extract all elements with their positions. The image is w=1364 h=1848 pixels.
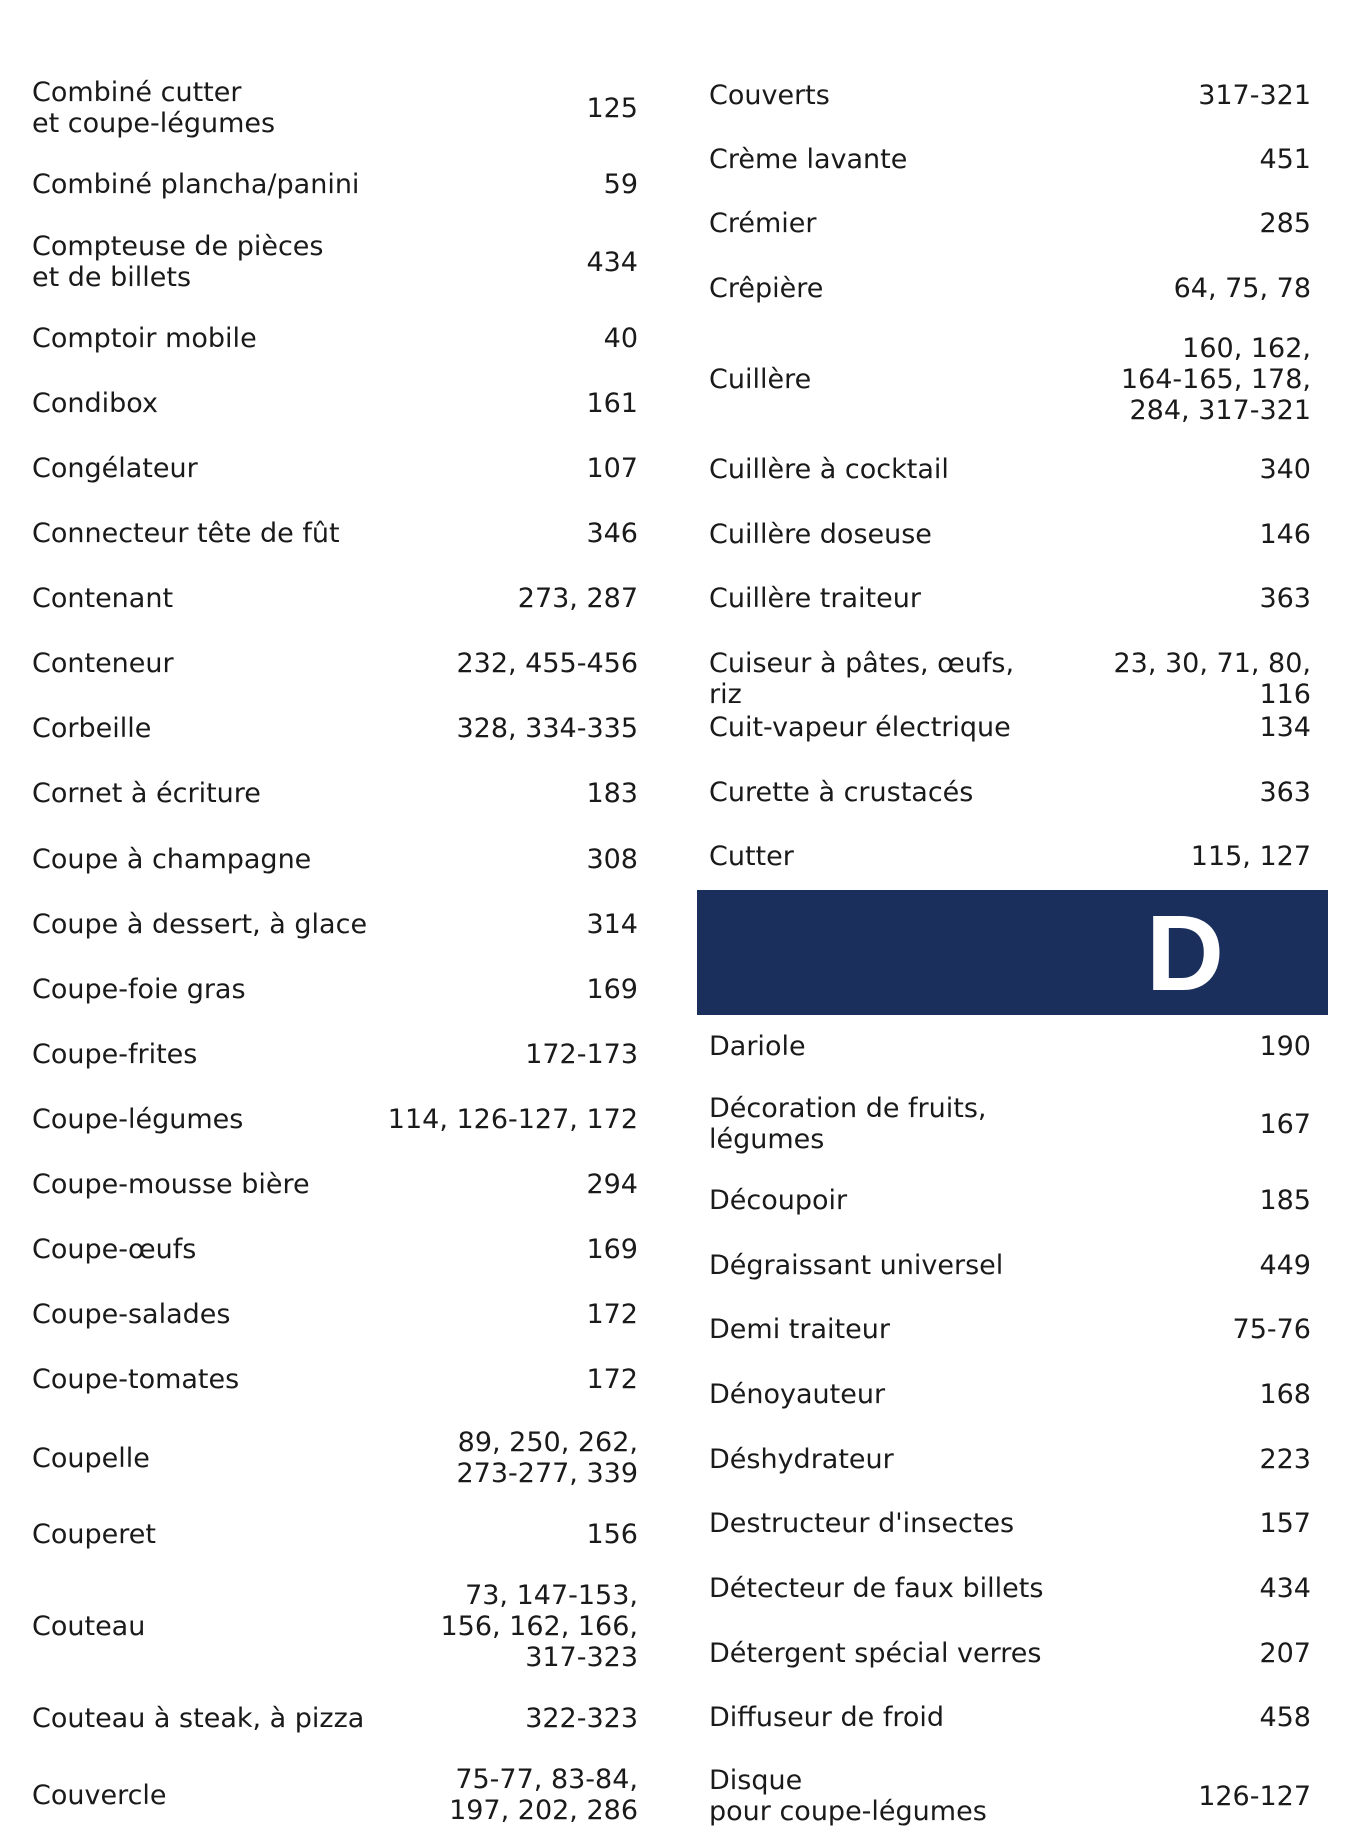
index-term: Couteau à steak, à pizza: [32, 1703, 365, 1734]
index-entry: [32, 388, 638, 419]
index-entry: [32, 713, 638, 744]
index-entry: [709, 648, 1311, 710]
index-pages: 183: [586, 778, 638, 809]
index-entry: [709, 1185, 1311, 1216]
index-term: Dégraissant universel: [709, 1250, 1004, 1281]
index-term: Corbeille: [32, 713, 152, 744]
index-term: Curette à crustacés: [709, 777, 974, 808]
index-pages: 172: [586, 1364, 638, 1395]
index-entry: [709, 333, 1311, 426]
index-pages: 125: [586, 92, 638, 124]
index-pages: 207: [1259, 1638, 1311, 1669]
index-entry: [32, 583, 638, 614]
index-pages: 232, 455-456: [456, 648, 638, 679]
index-entry: [709, 1638, 1311, 1669]
index-term: Condibox: [32, 388, 158, 419]
index-pages: 89, 250, 262, 273-277, 339: [456, 1427, 638, 1489]
index-pages: 434: [1259, 1573, 1311, 1604]
index-entry: [32, 1427, 638, 1489]
index-pages: 308: [586, 844, 638, 875]
index-term: Découpoir: [709, 1185, 848, 1216]
index-entry: [32, 909, 638, 940]
index-entry: [709, 80, 1311, 111]
index-entry: [32, 1039, 638, 1070]
index-pages: 346: [586, 518, 638, 549]
index-entry: [709, 273, 1311, 304]
index-pages: 23, 30, 71, 80, 116: [1113, 648, 1311, 710]
index-term: Diffuseur de froid: [709, 1702, 944, 1733]
index-entry: [709, 712, 1311, 743]
index-pages: 172-173: [525, 1039, 638, 1070]
index-term: Dénoyauteur: [709, 1379, 886, 1410]
index-entry: [32, 77, 638, 139]
index-term: Demi traiteur: [709, 1314, 890, 1345]
index-pages: 59: [603, 169, 638, 200]
index-pages: 363: [1259, 777, 1311, 808]
index-term: Couverts: [709, 80, 830, 111]
index-entry: [32, 231, 638, 293]
index-pages: 458: [1259, 1702, 1311, 1733]
index-term: Cuillère: [709, 364, 812, 395]
index-entry: [32, 1364, 638, 1395]
index-term: Coupe-frites: [32, 1039, 198, 1070]
index-term: Déshydrateur: [709, 1444, 894, 1475]
index-pages: 114, 126-127, 172: [387, 1104, 638, 1135]
index-entry: [32, 1234, 638, 1265]
index-pages: 75-77, 83-84, 197, 202, 286: [449, 1764, 638, 1826]
index-entry: [709, 454, 1311, 485]
index-entry: [32, 1703, 638, 1734]
index-term: Dariole: [709, 1031, 806, 1062]
index-term: Contenant: [32, 583, 174, 614]
index-entry: [709, 583, 1311, 614]
index-pages: 157: [1259, 1508, 1311, 1539]
index-term: Détergent spécial verres: [709, 1638, 1042, 1669]
index-pages: 146: [1259, 519, 1311, 550]
index-pages: 223: [1259, 1444, 1311, 1475]
index-term: Coupe-foie gras: [32, 974, 246, 1005]
index-entry: [709, 1314, 1311, 1345]
index-entry: [709, 144, 1311, 175]
index-term: Connecteur tête de fût: [32, 518, 340, 549]
index-term: Crêpière: [709, 273, 824, 304]
index-pages: 294: [586, 1169, 638, 1200]
index-entry: [709, 1573, 1311, 1604]
index-entry: [709, 1508, 1311, 1539]
index-pages: 156: [586, 1519, 638, 1550]
index-entry: [709, 1765, 1311, 1827]
index-term: Destructeur d'insectes: [709, 1508, 1015, 1539]
index-pages: 73, 147-153, 156, 162, 166, 317-323: [440, 1580, 638, 1673]
index-term: Coupelle: [32, 1442, 150, 1474]
index-entry: [32, 1519, 638, 1550]
index-term: Coupe-salades: [32, 1299, 231, 1330]
index-pages: 169: [586, 1234, 638, 1265]
index-term: Comptoir mobile: [32, 323, 257, 354]
index-entry: [32, 778, 638, 809]
index-entry: [32, 1169, 638, 1200]
index-pages: 168: [1259, 1379, 1311, 1410]
index-term: Cuit-vapeur électrique: [709, 712, 1011, 743]
index-term: Cuillère traiteur: [709, 583, 921, 614]
index-pages: 322-323: [525, 1703, 638, 1734]
index-entry: [709, 1702, 1311, 1733]
index-term: Couperet: [32, 1519, 156, 1550]
index-term: Détecteur de faux billets: [709, 1573, 1044, 1604]
index-pages: 40: [603, 323, 638, 354]
index-entry: [709, 208, 1311, 239]
index-term: Couvercle: [32, 1779, 167, 1811]
index-term: Congélateur: [32, 453, 198, 484]
index-term: Crème lavante: [709, 144, 908, 175]
index-term: Cutter: [709, 841, 794, 872]
index-entry: [32, 974, 638, 1005]
index-pages: 169: [586, 974, 638, 1005]
index-entry: [709, 1379, 1311, 1410]
index-pages: 449: [1259, 1250, 1311, 1281]
index-entry: [32, 323, 638, 354]
section-letter-banner: [697, 890, 1328, 1015]
index-pages: 363: [1259, 583, 1311, 614]
index-pages: 134: [1259, 712, 1311, 743]
index-pages: 172: [586, 1299, 638, 1330]
index-term: Coupe-tomates: [32, 1364, 240, 1395]
index-pages: 167: [1259, 1108, 1311, 1140]
index-pages: 64, 75, 78: [1173, 273, 1311, 304]
index-pages: 340: [1259, 454, 1311, 485]
index-pages: 160, 162, 164-165, 178, 284, 317-321: [1120, 333, 1311, 426]
index-entry: [32, 648, 638, 679]
index-term: Coupe-mousse bière: [32, 1169, 310, 1200]
index-term: Cuillère à cocktail: [709, 454, 949, 485]
index-entry: [32, 1299, 638, 1330]
index-pages: 314: [586, 909, 638, 940]
section-letter: D: [1146, 892, 1224, 1013]
index-term: Disque pour coupe-légumes: [709, 1765, 987, 1827]
index-term: Cornet à écriture: [32, 778, 261, 809]
index-term: Combiné cutter et coupe-légumes: [32, 77, 276, 139]
index-entry: [32, 169, 638, 200]
index-pages: 285: [1259, 208, 1311, 239]
index-pages: 115, 127: [1190, 841, 1311, 872]
index-pages: 328, 334-335: [456, 713, 638, 744]
index-term: Coupe-œufs: [32, 1234, 197, 1265]
index-pages: 126-127: [1198, 1780, 1311, 1812]
index-entry: [32, 1764, 638, 1826]
index-pages: 75-76: [1232, 1314, 1311, 1345]
index-pages: 161: [586, 388, 638, 419]
index-entry: [709, 1093, 1311, 1155]
index-term: Couteau: [32, 1611, 146, 1642]
index-entry: [709, 777, 1311, 808]
index-pages: 273, 287: [517, 583, 638, 614]
index-pages: 434: [586, 246, 638, 278]
index-pages: 107: [586, 453, 638, 484]
index-entry: [32, 1104, 638, 1135]
index-entry: [709, 1031, 1311, 1062]
index-pages: 185: [1259, 1185, 1311, 1216]
index-entry: [709, 1250, 1311, 1281]
index-term: Décoration de fruits, légumes: [709, 1093, 987, 1155]
index-term: Cuiseur à pâtes, œufs, riz: [709, 648, 1015, 710]
index-term: Conteneur: [32, 648, 174, 679]
index-entry: [32, 518, 638, 549]
index-term: Coupe à dessert, à glace: [32, 909, 368, 940]
index-entry: [709, 841, 1311, 872]
index-term: Cuillère doseuse: [709, 519, 932, 550]
index-entry: [709, 1444, 1311, 1475]
index-entry: [709, 519, 1311, 550]
index-term: Coupe à champagne: [32, 844, 312, 875]
index-entry: [32, 844, 638, 875]
index-pages: 451: [1259, 144, 1311, 175]
index-pages: 190: [1259, 1031, 1311, 1062]
index-pages: 317-321: [1198, 80, 1311, 111]
index-term: Crémier: [709, 208, 817, 239]
index-entry: [32, 1580, 638, 1673]
index-term: Compteuse de pièces et de billets: [32, 231, 324, 293]
index-term: Coupe-légumes: [32, 1104, 244, 1135]
index-term: Combiné plancha/panini: [32, 169, 360, 200]
index-entry: [32, 453, 638, 484]
